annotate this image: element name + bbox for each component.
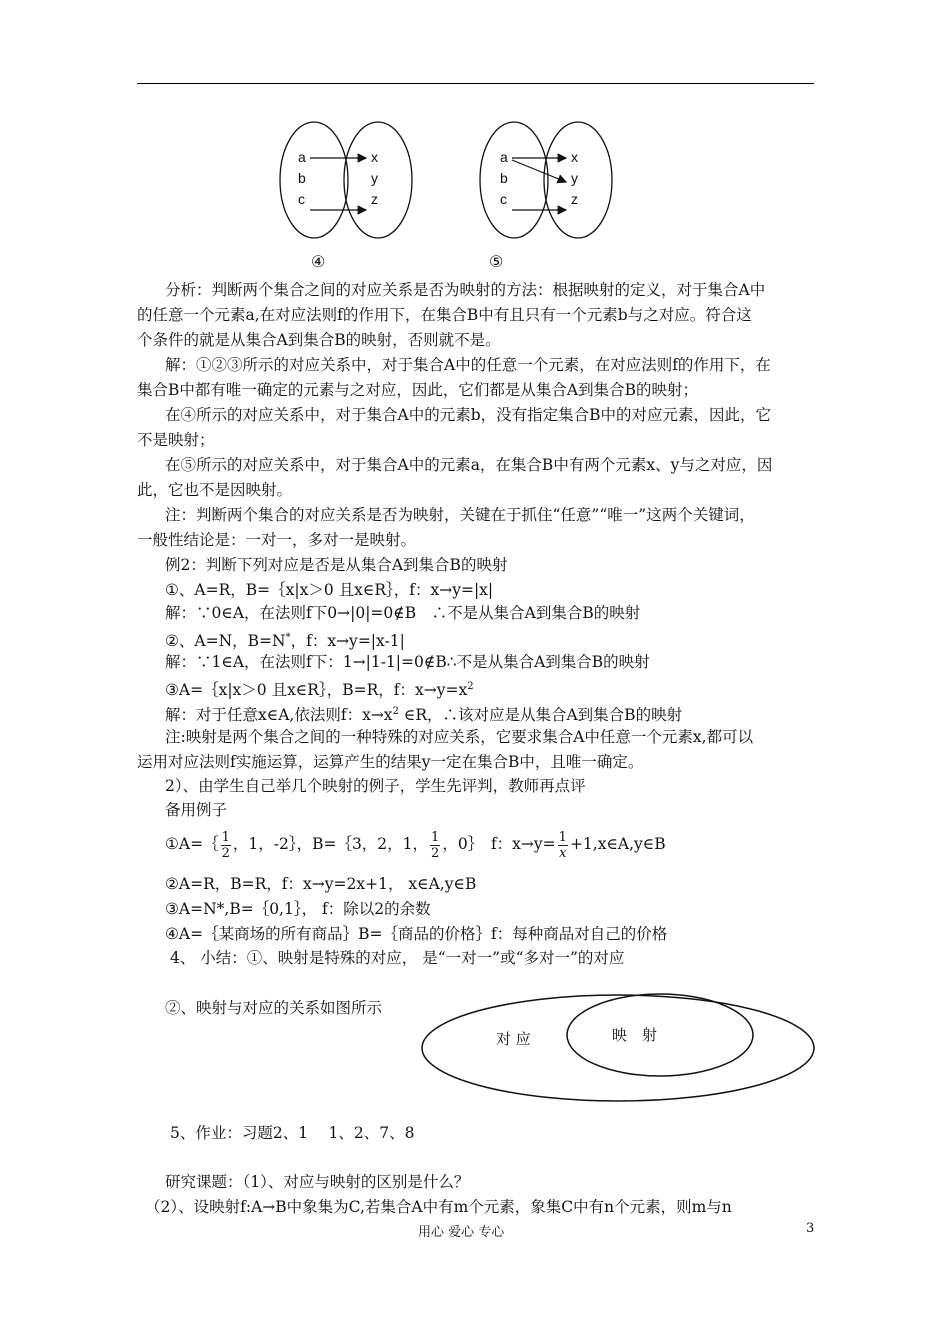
arrow-a-y xyxy=(512,160,566,182)
set-b-ellipse xyxy=(344,122,412,238)
correspondence-label: 对 应 xyxy=(496,1030,531,1048)
note-line-2: 一般性结论是：一对一，多对一是映射。 xyxy=(137,531,417,549)
research-topic-line-2: （2）、设映射f:A→B中象集为C,若集合A中有m个元素，象集C中有n个元素，则m与n xyxy=(145,1198,732,1216)
backup-example-1: ①A=｛ $\frac{1}{2}$ ，1，-2｝，B=｛3，2，1， $\frac{1}{2}$ ，0｝ f：x→y= $\frac{1}{x}$ +1,x∈A,y∈B xyxy=(165,829,666,861)
summary-line-2: ②、映射与对应的关系如图所示 xyxy=(165,999,383,1017)
analysis-line-1: 分析：判断两个集合之间的对应关系是否为映射的方法：根据映射的定义，对于集合A中 xyxy=(165,281,766,299)
elem-c: c xyxy=(500,191,507,207)
note-line-1: 注：判断两个集合的对应关系是否为映射，关键在于抓住“任意”“唯一”这两个关键词， xyxy=(165,506,755,524)
mapping-diagram-5 xyxy=(478,120,618,240)
diagram-4-label: ④ xyxy=(311,252,326,271)
elem-y: y xyxy=(371,170,378,186)
backup-example-3: ③A=N*,B=｛0,1｝， f：除以2的余数 xyxy=(165,900,431,918)
solution-line-6: 此，它也不是因映射。 xyxy=(137,481,293,499)
example2-solution-2: 解：∵1∈A，在法则f下：1→|1-1|=0∉B∴不是从集合A到集合B的映射 xyxy=(165,653,650,671)
elem-z: z xyxy=(571,191,578,207)
example2-heading: 例2：判断下列对应是否是从集合A到集合B的映射 xyxy=(165,556,508,574)
backup-example-4: ④A=｛某商场的所有商品｝B=｛商品的价格｝f：每种商品对自己的价格 xyxy=(165,925,668,943)
page-number: 3 xyxy=(806,1221,815,1236)
fraction-one-half: $\frac{1}{2}$ xyxy=(221,829,230,861)
elem-b: b xyxy=(500,170,508,186)
fraction-one-over-x: $\frac{1}{x}$ xyxy=(558,829,567,861)
diagram-5-label: ⑤ xyxy=(489,252,504,271)
example2-item-1: ①、A=R，B=｛x|x＞0 且x∈R｝，f：x→y=|x| xyxy=(165,581,494,599)
elem-c: c xyxy=(298,191,305,207)
summary-line-1: 4、 小结：①、映射是特殊的对应， 是“一对一”或“多对一”的对应 xyxy=(170,949,625,967)
research-topic-line-1: 研究课题：（1）、对应与映射的区别是什么？ xyxy=(165,1173,470,1191)
header-rule xyxy=(137,83,814,84)
analysis-line-2: 的任意一个元素a,在对应法则f的作用下，在集合B中有且只有一个元素b与之对应。符合这 xyxy=(137,306,752,324)
elem-x: x xyxy=(371,149,378,165)
mapping-correspondence-venn xyxy=(420,992,820,1116)
example2-item-2: ②、A=N，B=N*，f：x→y=|x-1| xyxy=(165,632,405,651)
student-examples-line: 2）、由学生自己举几个映射的例子，学生先评判，教师再点评 xyxy=(165,777,586,795)
backup-examples-heading: 备用例子 xyxy=(165,801,228,819)
set-a-ellipse xyxy=(480,122,548,238)
set-a-ellipse xyxy=(280,122,348,238)
set-b-ellipse xyxy=(544,122,612,238)
mapping-diagram-4 xyxy=(278,120,418,240)
correspondence-ellipse xyxy=(422,995,814,1101)
elem-y: y xyxy=(571,170,578,186)
solution-line-2: 集合B中都有唯一确定的元素与之对应，因此，它们都是从集合A到集合B的映射； xyxy=(137,381,698,399)
footer-motto: 用心 爱心 专心 xyxy=(418,1225,505,1240)
solution-line-3: 在④所示的对应关系中，对于集合A中的元素b，没有指定集合B中的对应元素，因此，它 xyxy=(165,406,772,424)
fraction-one-half: $\frac{1}{2}$ xyxy=(431,829,440,861)
homework-line: 5、作业：习题2、1 1、2、7、8 xyxy=(170,1124,415,1142)
note2-line-2: 运用对应法则f实施运算，运算产生的结果y一定在集合B中，且唯一确定。 xyxy=(137,753,644,771)
example2-item-3: ③A=｛x|x＞0 且x∈R｝，B=R，f：$x\to y=x^2$ xyxy=(165,681,474,700)
elem-a: a xyxy=(500,149,508,165)
analysis-line-3: 个条件的就是从集合A到集合B的映射，否则就不是。 xyxy=(137,331,501,349)
example2-solution-3: 解：对于任意x∈A,依法则f：$x\to x^2$ ∈R，∴该对应是从集合A到集合B的映射 xyxy=(165,706,683,725)
solution-line-1: 解：①②③所示的对应关系中，对于集合A中的任意一个元素，在对应法则f的作用下，在 xyxy=(165,356,771,374)
elem-x: x xyxy=(571,149,578,165)
mapping-ellipse xyxy=(567,994,753,1076)
example2-solution-1: 解：∵0∈A，在法则f下0→|0|=0∉B ∴不是从集合A到集合B的映射 xyxy=(165,604,641,622)
solution-line-4: 不是映射； xyxy=(137,431,215,449)
elem-a: a xyxy=(298,149,306,165)
mapping-label: 映 射 xyxy=(612,1026,658,1044)
elem-b: b xyxy=(298,170,306,186)
note2-line-1: 注:映射是两个集合之间的一种特殊的对应关系，它要求集合A中任意一个元素x,都可以 xyxy=(165,728,754,746)
backup-example-2: ②A=R，B=R，f：x→y=2x+1， x∈A,y∈B xyxy=(165,875,477,893)
elem-z: z xyxy=(371,191,378,207)
solution-line-5: 在⑤所示的对应关系中，对于集合A中的元素a，在集合B中有两个元素x、y与之对应，因 xyxy=(165,456,773,474)
